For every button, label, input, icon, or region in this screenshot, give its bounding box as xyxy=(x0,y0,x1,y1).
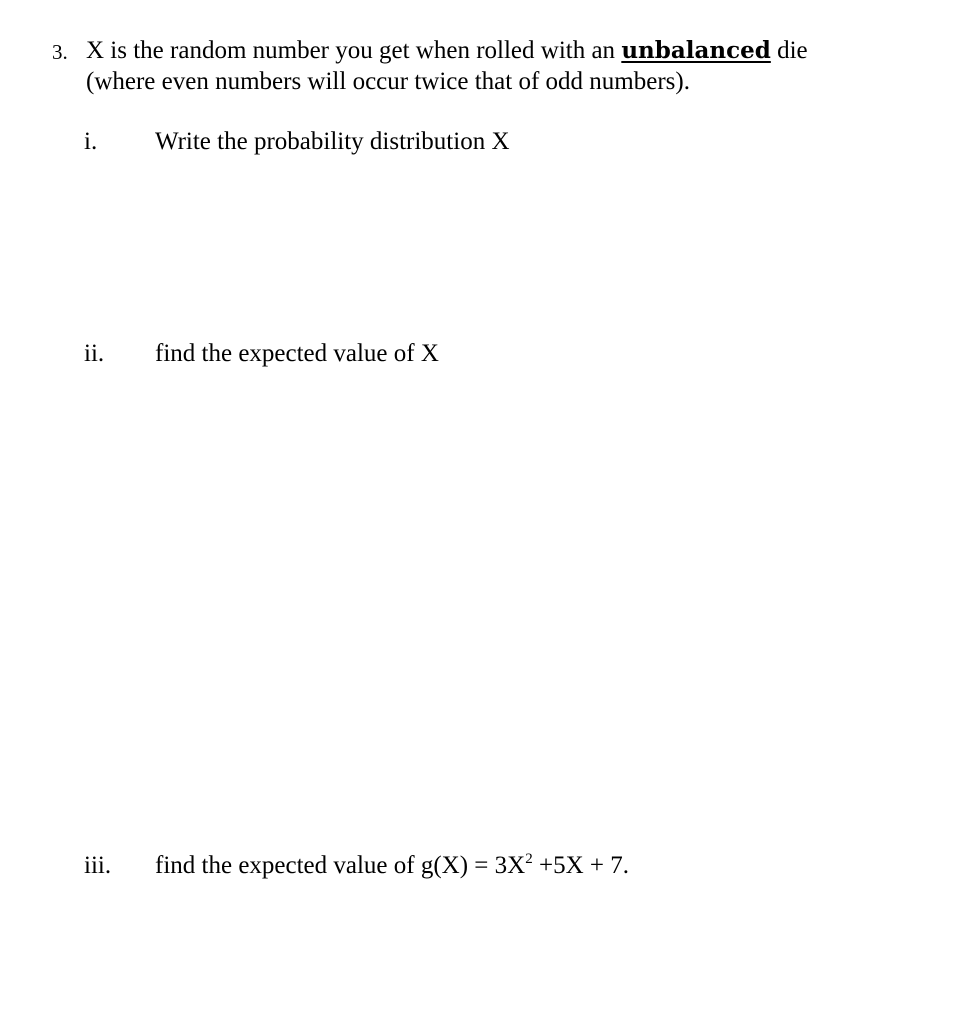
part-ii-text: find the expected value of X xyxy=(155,340,439,367)
part-iii-exponent: 2 xyxy=(525,851,533,867)
part-ii-label: ii. xyxy=(84,340,105,367)
part-iii-formula-start: find the expected value of g(X) = 3X xyxy=(155,852,526,879)
emphasized-word: unbalanced xyxy=(621,37,771,64)
question-stem-text-after: die xyxy=(770,37,808,64)
part-iii-label: iii. xyxy=(84,852,112,879)
part-i-text: Write the probability distribution X xyxy=(155,128,510,155)
question-number: 3. xyxy=(52,40,68,64)
question-stem-line-1 xyxy=(86,36,808,66)
part-i-label: i. xyxy=(84,128,98,155)
question-stem-line-2: (where even numbers will occur twice that of odd numbers). xyxy=(86,68,690,95)
question-stem-text-before: X is the random number you get when rolled with an xyxy=(86,37,622,64)
part-iii-formula-end: +5X + 7. xyxy=(532,852,629,879)
part-iii-text xyxy=(155,851,629,881)
